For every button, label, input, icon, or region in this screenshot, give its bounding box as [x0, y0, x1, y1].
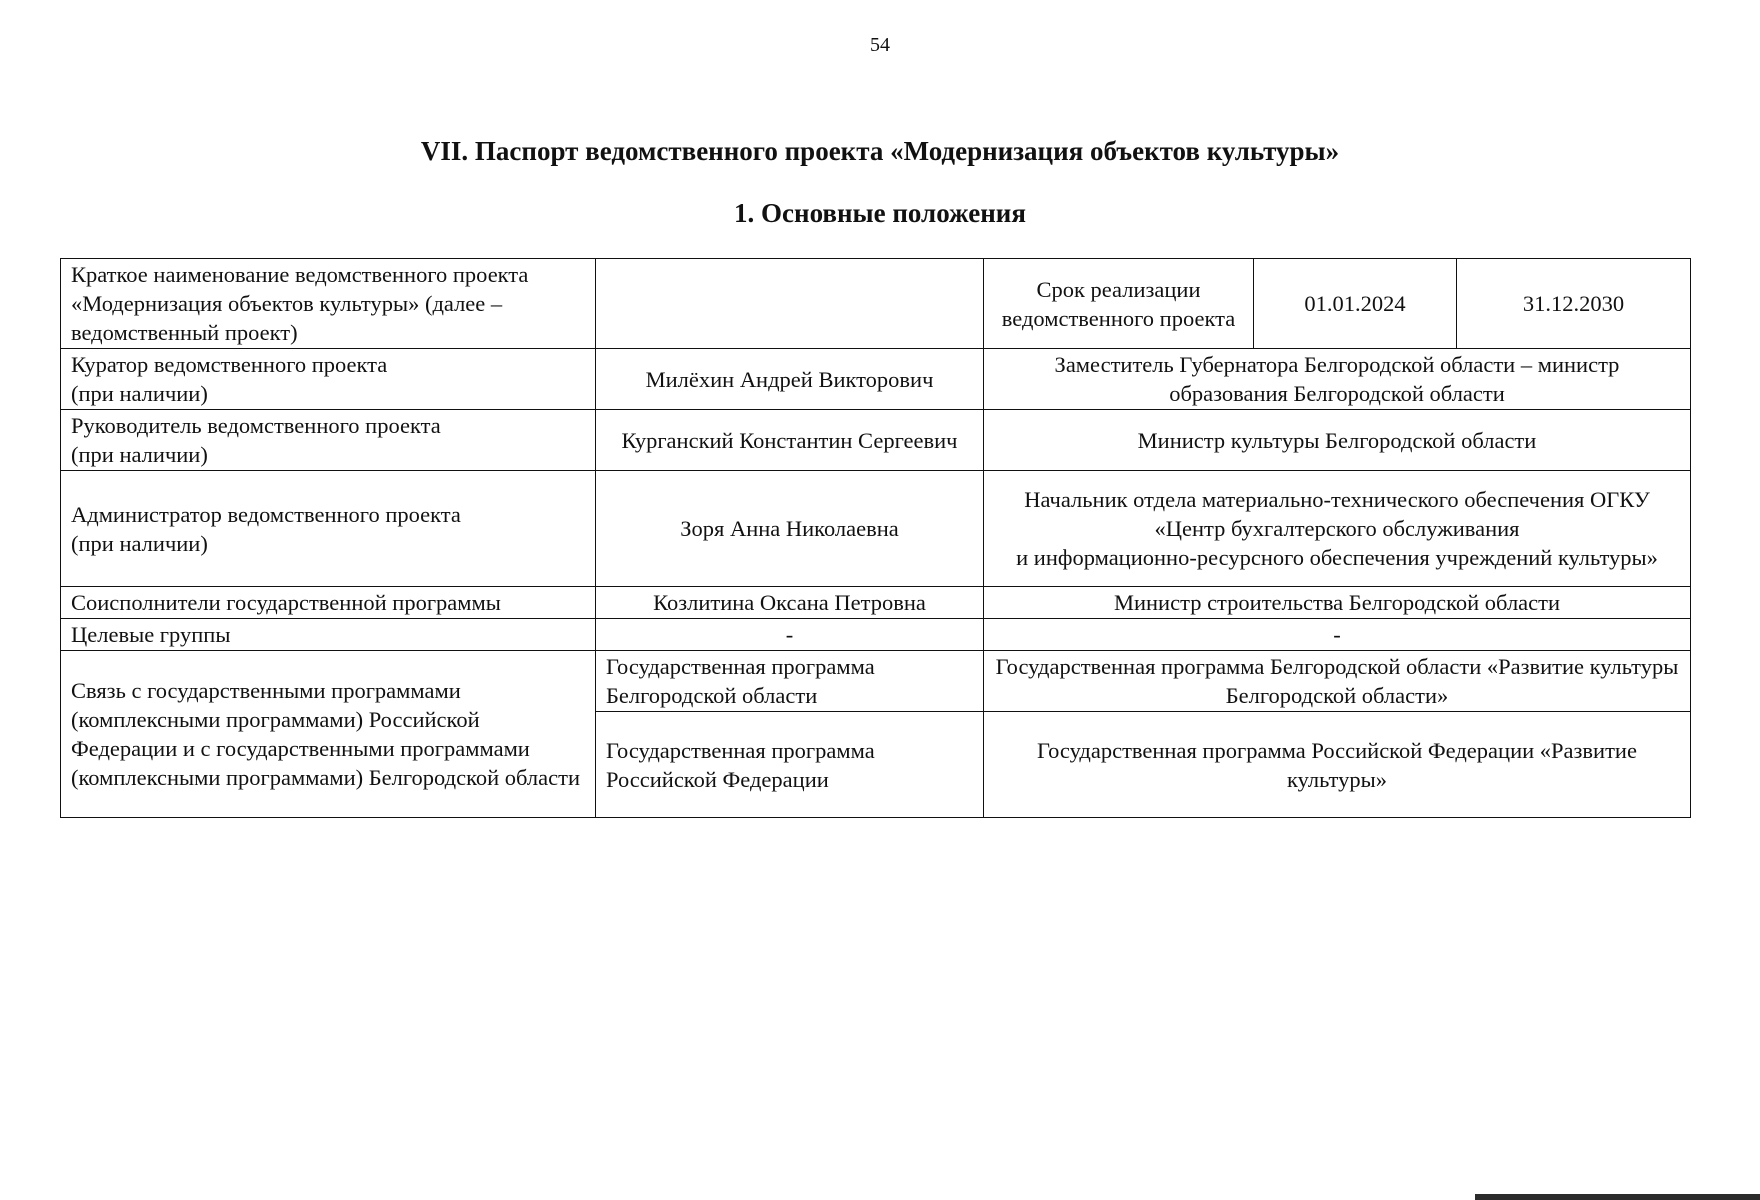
administrator-position: [984, 471, 1691, 587]
administrator-position-line1: Начальник отдела материально-технического обеспечения ОГКУ «Центр бухгалтерского обслуживания: [1024, 487, 1650, 541]
table-row-head: [61, 410, 1691, 471]
administrator-position-line2: и информационно-ресурсного обеспечения учреждений культуры»: [1016, 545, 1658, 570]
target-groups-label: Целевые группы: [61, 619, 596, 651]
curator-name: Милёхин Андрей Викторович: [596, 349, 984, 410]
administrator-name: Зоря Анна Николаевна: [596, 471, 984, 587]
section-title: VII. Паспорт ведомственного проекта «Модернизация объектов культуры»: [420, 136, 1340, 166]
table-row-program-link-1: [61, 651, 1691, 712]
table-row-curator: [61, 349, 1691, 410]
table-row-short-name: [61, 259, 1691, 349]
curator-label-line1: Куратор ведомственного проекта: [71, 352, 388, 377]
table-row-co-executors: [61, 587, 1691, 619]
page-number: 54: [870, 34, 890, 56]
co-executors-name: Козлитина Оксана Петровна: [596, 587, 984, 619]
curator-label: [61, 349, 596, 410]
program-link-name-1: Государственная программа Белгородской области «Развитие культуры Белгородской области»: [984, 651, 1691, 712]
start-date: 01.01.2024: [1254, 259, 1457, 349]
head-position: Министр культуры Белгородской области: [984, 410, 1691, 471]
co-executors-position: Министр строительства Белгородской области: [984, 587, 1691, 619]
program-link-type-2: Государственная программа Российской Федерации: [596, 712, 984, 818]
passport-table: [60, 258, 1691, 818]
subsection-title: 1. Основные положения: [734, 198, 1026, 228]
end-date: 31.12.2030: [1457, 259, 1691, 349]
short-name-value: [596, 259, 984, 349]
scan-artifact-line: [1475, 1194, 1760, 1200]
table-row-target-groups: [61, 619, 1691, 651]
term-label: Срок реализации ведомственного проекта: [984, 259, 1254, 349]
target-groups-value: -: [596, 619, 984, 651]
program-link-name-2: Государственная программа Российской Федерации «Развитие культуры»: [984, 712, 1691, 818]
program-link-type-1: Государственная программа Белгородской области: [596, 651, 984, 712]
head-label-line2: (при наличии): [71, 442, 208, 467]
administrator-label: [61, 471, 596, 587]
co-executors-label: Соисполнители государственной программы: [61, 587, 596, 619]
target-groups-value2: -: [984, 619, 1691, 651]
administrator-label-line2: (при наличии): [71, 530, 208, 556]
head-name: Курганский Константин Сергеевич: [596, 410, 984, 471]
short-name-label: Краткое наименование ведомственного проекта «Модернизация объектов культуры» (далее – ведомственный проект): [61, 259, 596, 349]
head-label: [61, 410, 596, 471]
program-link-label: Связь с государственными программами (комплексными программами) Российской Федерации и с государственными программами (комплексными программами) Белгородской области: [61, 651, 596, 818]
table-row-administrator: [61, 471, 1691, 587]
head-label-line1: Руководитель ведомственного проекта: [71, 413, 441, 438]
curator-label-line2: (при наличии): [71, 381, 208, 406]
administrator-label-line1: Администратор ведомственного проекта: [71, 501, 461, 527]
curator-position: Заместитель Губернатора Белгородской области – министр образования Белгородской области: [984, 349, 1691, 410]
